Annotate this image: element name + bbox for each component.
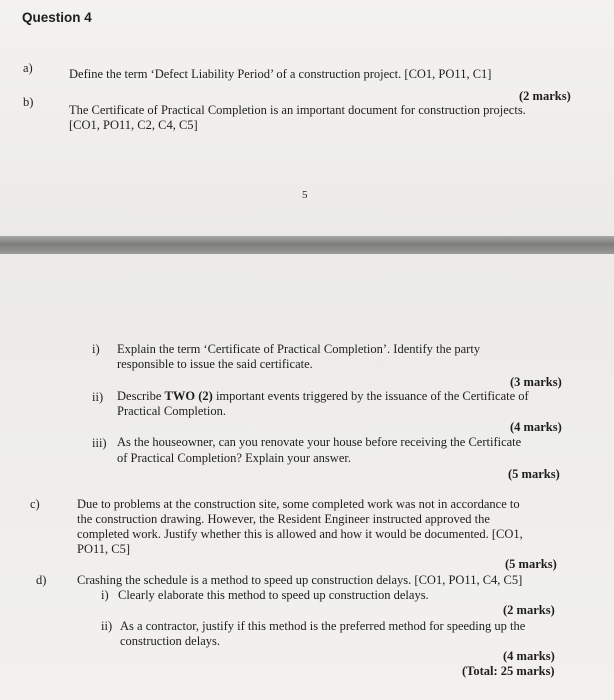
- part-d-ii-line1: As a contractor, justify if this method is the preferred method for speeding up the: [120, 619, 526, 633]
- part-b-iii-label: iii): [92, 436, 107, 450]
- page-number: 5: [302, 189, 308, 201]
- part-c-line3: completed work. Justify whether this is allowed and how it would be documented. [CO1,: [77, 527, 523, 541]
- part-d-label: d): [36, 573, 47, 587]
- part-a-label: a): [23, 61, 33, 75]
- part-b-label: b): [23, 95, 34, 109]
- part-b-iii-line1: As the houseowner, can you renovate your house before receiving the Certificate: [117, 435, 522, 449]
- part-d-ii-marks: (4 marks): [503, 649, 555, 663]
- part-d-ii-line2: construction delays.: [120, 634, 220, 648]
- part-d-text: Crashing the schedule is a method to speed up construction delays. [CO1, PO11, C4, C5]: [77, 573, 523, 587]
- total-marks: (Total: 25 marks): [462, 664, 555, 678]
- part-b-ii-label: ii): [92, 390, 104, 404]
- page-separator: [0, 236, 614, 254]
- part-d-ii-label: ii): [101, 619, 113, 633]
- part-b-text-line1: The Certificate of Practical Completion is an important document for construction projects.: [69, 103, 526, 117]
- part-b-i-line1: Explain the term ‘Certificate of Practical Completion’. Identify the party: [117, 342, 481, 356]
- part-d-i-text: Clearly elaborate this method to speed up construction delays.: [118, 588, 429, 602]
- part-d-i-label: i): [101, 588, 109, 602]
- part-b-i-label: i): [92, 342, 100, 356]
- part-b-text-line2: [CO1, PO11, C2, C4, C5]: [69, 118, 198, 132]
- part-a-text: Define the term ‘Defect Liability Period’ of a construction project. [CO1, PO11, C1]: [69, 67, 492, 81]
- part-b-iii-line2: of Practical Completion? Explain your answer.: [117, 451, 351, 465]
- part-b-ii-line1: Describe TWO (2) important events triggered by the issuance of the Certificate of: [117, 389, 529, 403]
- part-d-i-marks: (2 marks): [503, 603, 555, 617]
- part-b-iii-marks: (5 marks): [508, 467, 560, 481]
- part-a-marks: (2 marks): [519, 89, 571, 103]
- part-c-line2: the construction drawing. However, the Resident Engineer instructed approved the: [77, 512, 490, 526]
- part-b-ii-line2: Practical Completion.: [117, 404, 227, 418]
- part-c-marks: (5 marks): [505, 557, 557, 571]
- question-title: Question 4: [22, 10, 92, 25]
- part-c-label: c): [30, 497, 40, 511]
- part-b-ii-marks: (4 marks): [510, 420, 562, 434]
- part-c-line1: Due to problems at the construction site, some completed work was not in accordance to: [77, 497, 520, 511]
- part-b-i-marks: (3 marks): [510, 375, 562, 389]
- part-c-line4: PO11, C5]: [77, 542, 131, 556]
- part-b-i-line2: responsible to issue the said certificate.: [117, 357, 313, 371]
